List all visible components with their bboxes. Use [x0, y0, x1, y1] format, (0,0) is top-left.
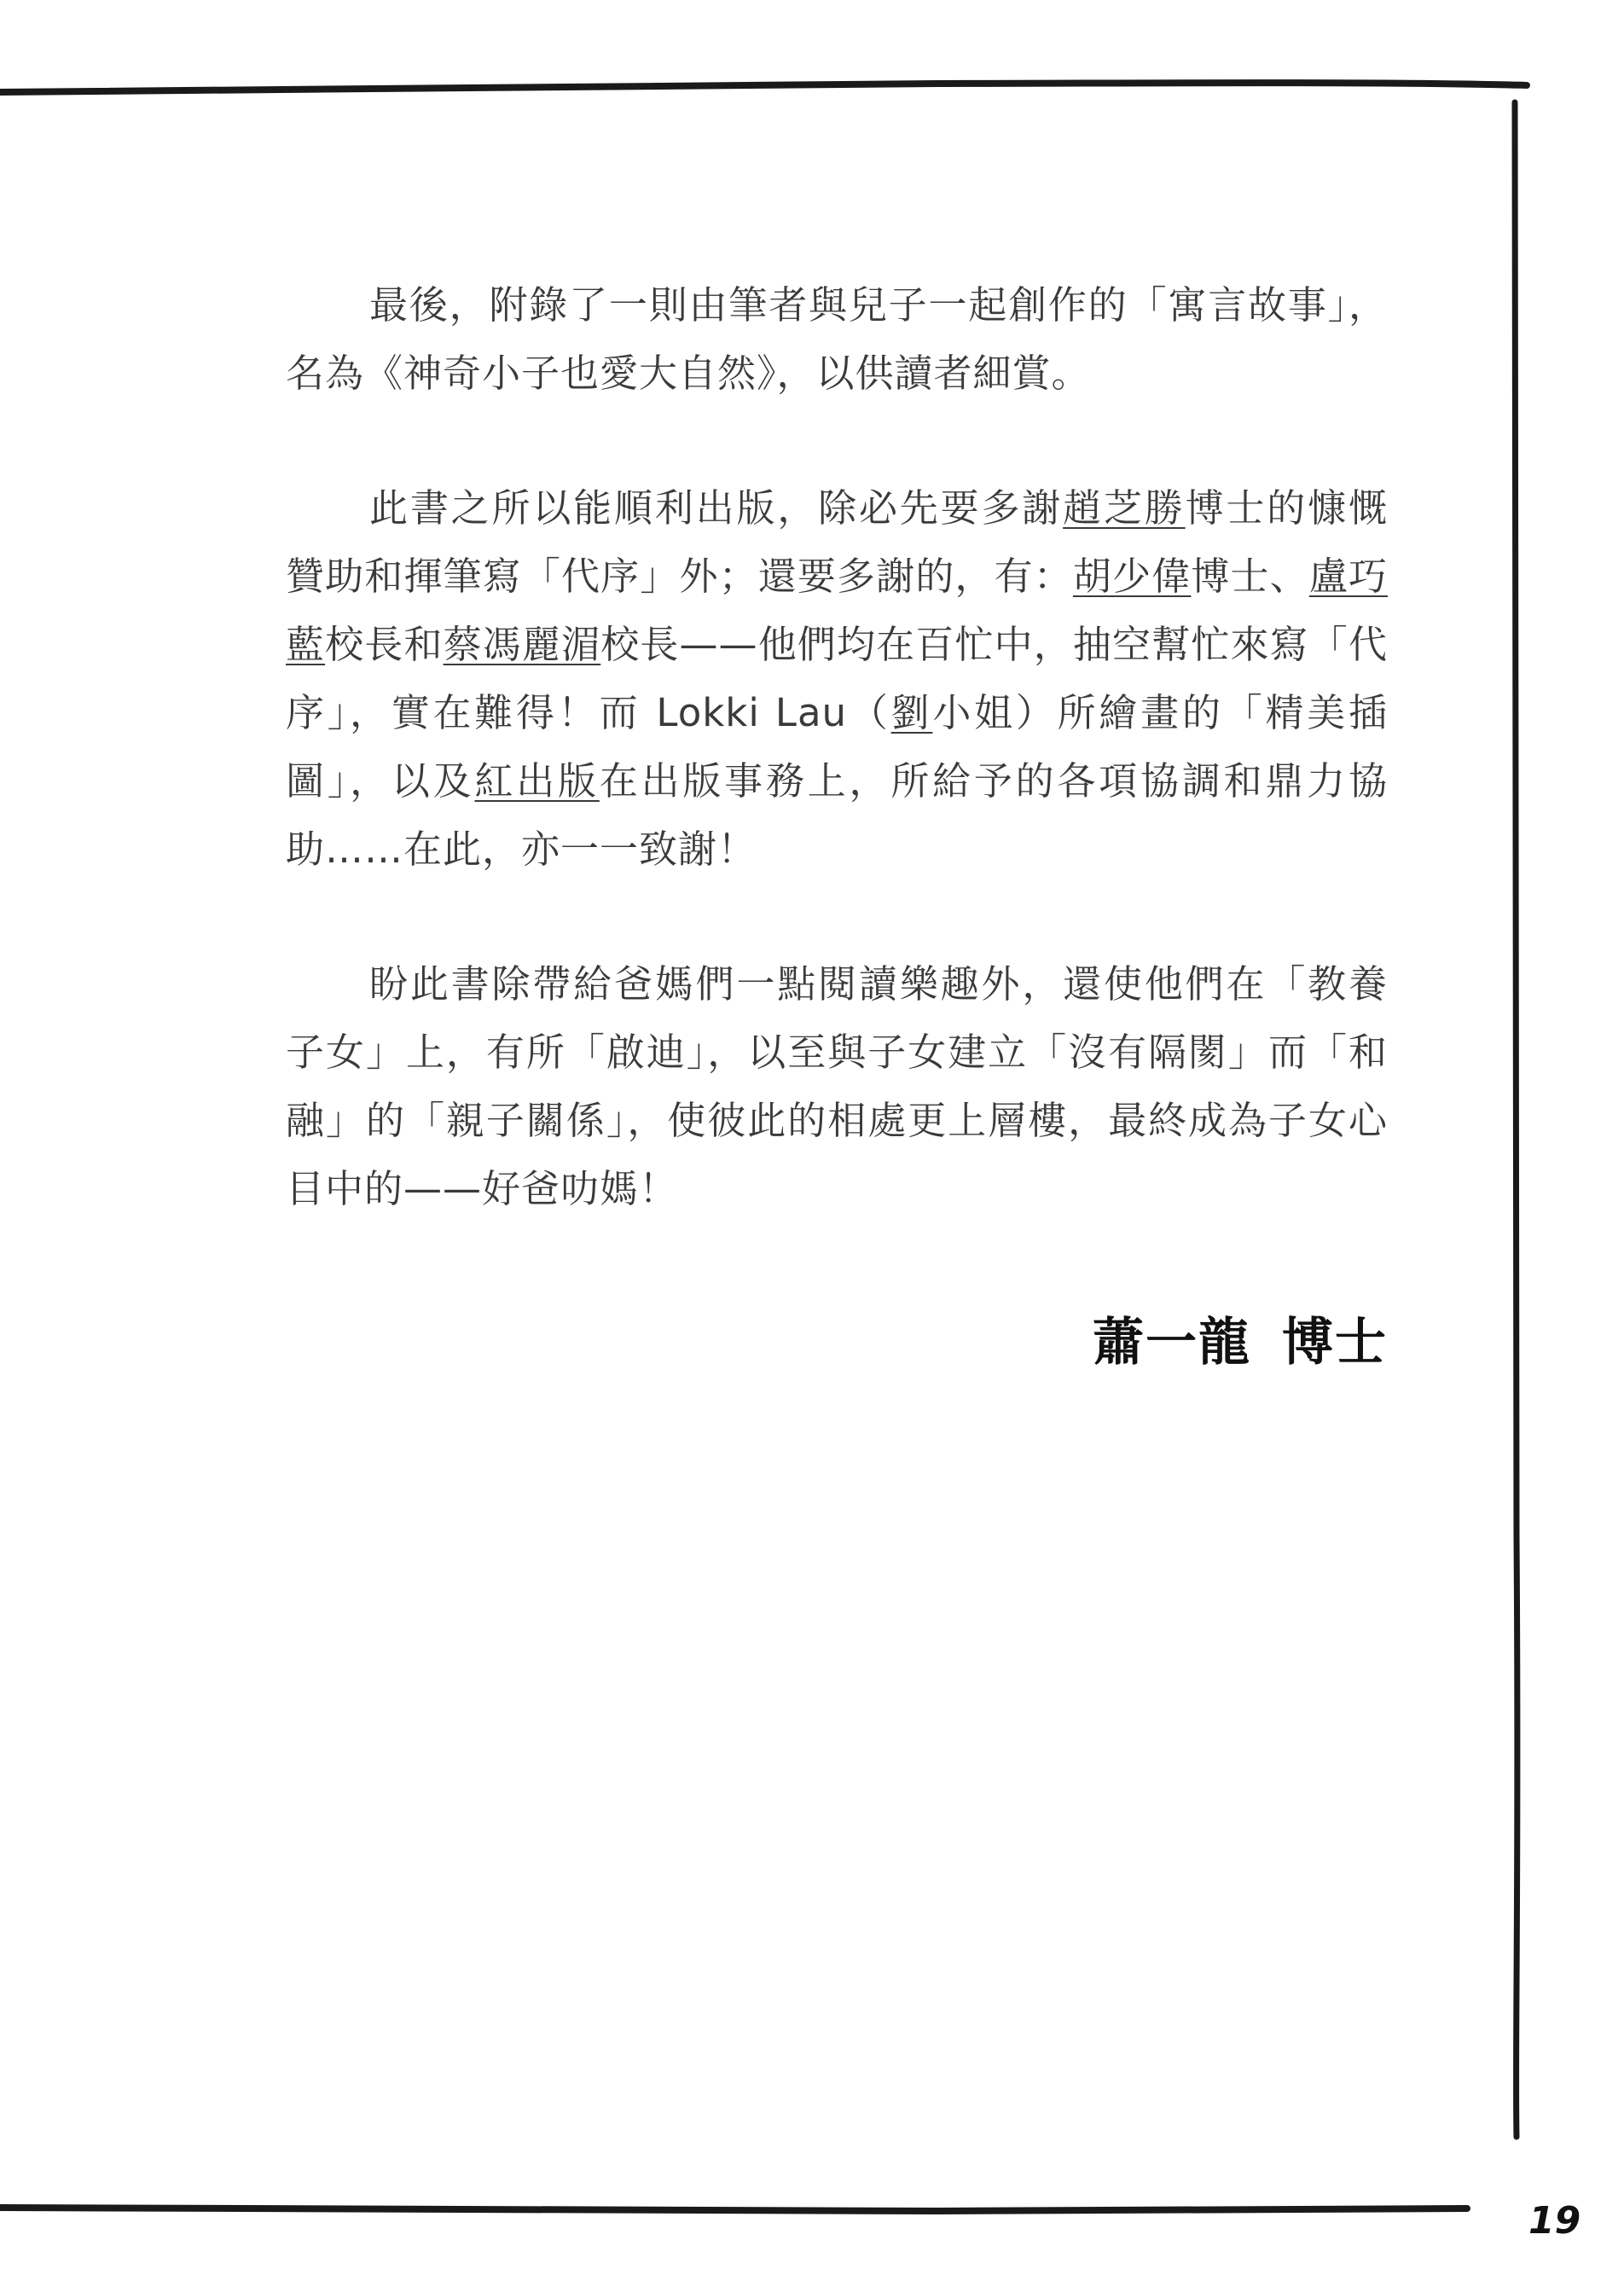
text-segment: 校長和: [325, 622, 444, 667]
paragraph-appendix-note: [286, 271, 1388, 408]
paragraph-closing-wish: [286, 950, 1388, 1223]
author-signature: [1093, 1302, 1388, 1375]
text-segment: 此書之所以能順利出版，除必先要多謝: [369, 485, 1064, 531]
underlined-name: 紅出版: [474, 758, 600, 804]
right-border-line: [1515, 102, 1517, 2137]
text-segment: 小姐）所繪畫的「精美插圖」，以及: [286, 690, 1388, 804]
underlined-name: 劉: [890, 690, 933, 735]
text-segment: 博士、: [1191, 554, 1309, 599]
paragraph-acknowledgements: [286, 474, 1388, 884]
bottom-border-line: [0, 2208, 1467, 2211]
author-title: 博士: [1282, 1313, 1388, 1373]
underlined-name: 蔡馮麗湄: [443, 622, 601, 667]
preface-body: [286, 271, 1388, 1373]
text-segment: 博士的慷慨贊助和揮筆寫「代序」外；還要多謝的，有：: [286, 485, 1388, 599]
top-border-line: [0, 83, 1527, 92]
underlined-name: 胡少偉: [1072, 554, 1192, 599]
text-segment: 盼此書除帶給爸媽們一點閱讀樂趣外，還使他們在「教養子女」上，有所「啟迪」，以至與子女建立「沒有隔閡」而「和融」的「親子關係」，使彼此的相處更上層樓，最終成為子女心目中的——好爸叻媽！: [286, 961, 1388, 1211]
text-segment: 校長——他們均在百忙中，抽空幫忙來寫「代序」，實在難得！而 Lokki Lau（: [286, 622, 1388, 735]
text-segment: 在出版事務上，所給予的各項協調和鼎力協助……在此，亦一一致謝！: [286, 758, 1388, 872]
page-number: 19: [1528, 2199, 1581, 2243]
underlined-name: 趙芝勝: [1063, 485, 1186, 531]
author-name: 蕭一龍: [1093, 1313, 1251, 1373]
underlined-name: 盧巧藍: [286, 554, 1388, 667]
text-segment: 最後，附錄了一則由筆者與兒子一起創作的「寓言故事」，名為《神奇小子也愛大自然》，以供讀者細賞。: [286, 282, 1388, 396]
